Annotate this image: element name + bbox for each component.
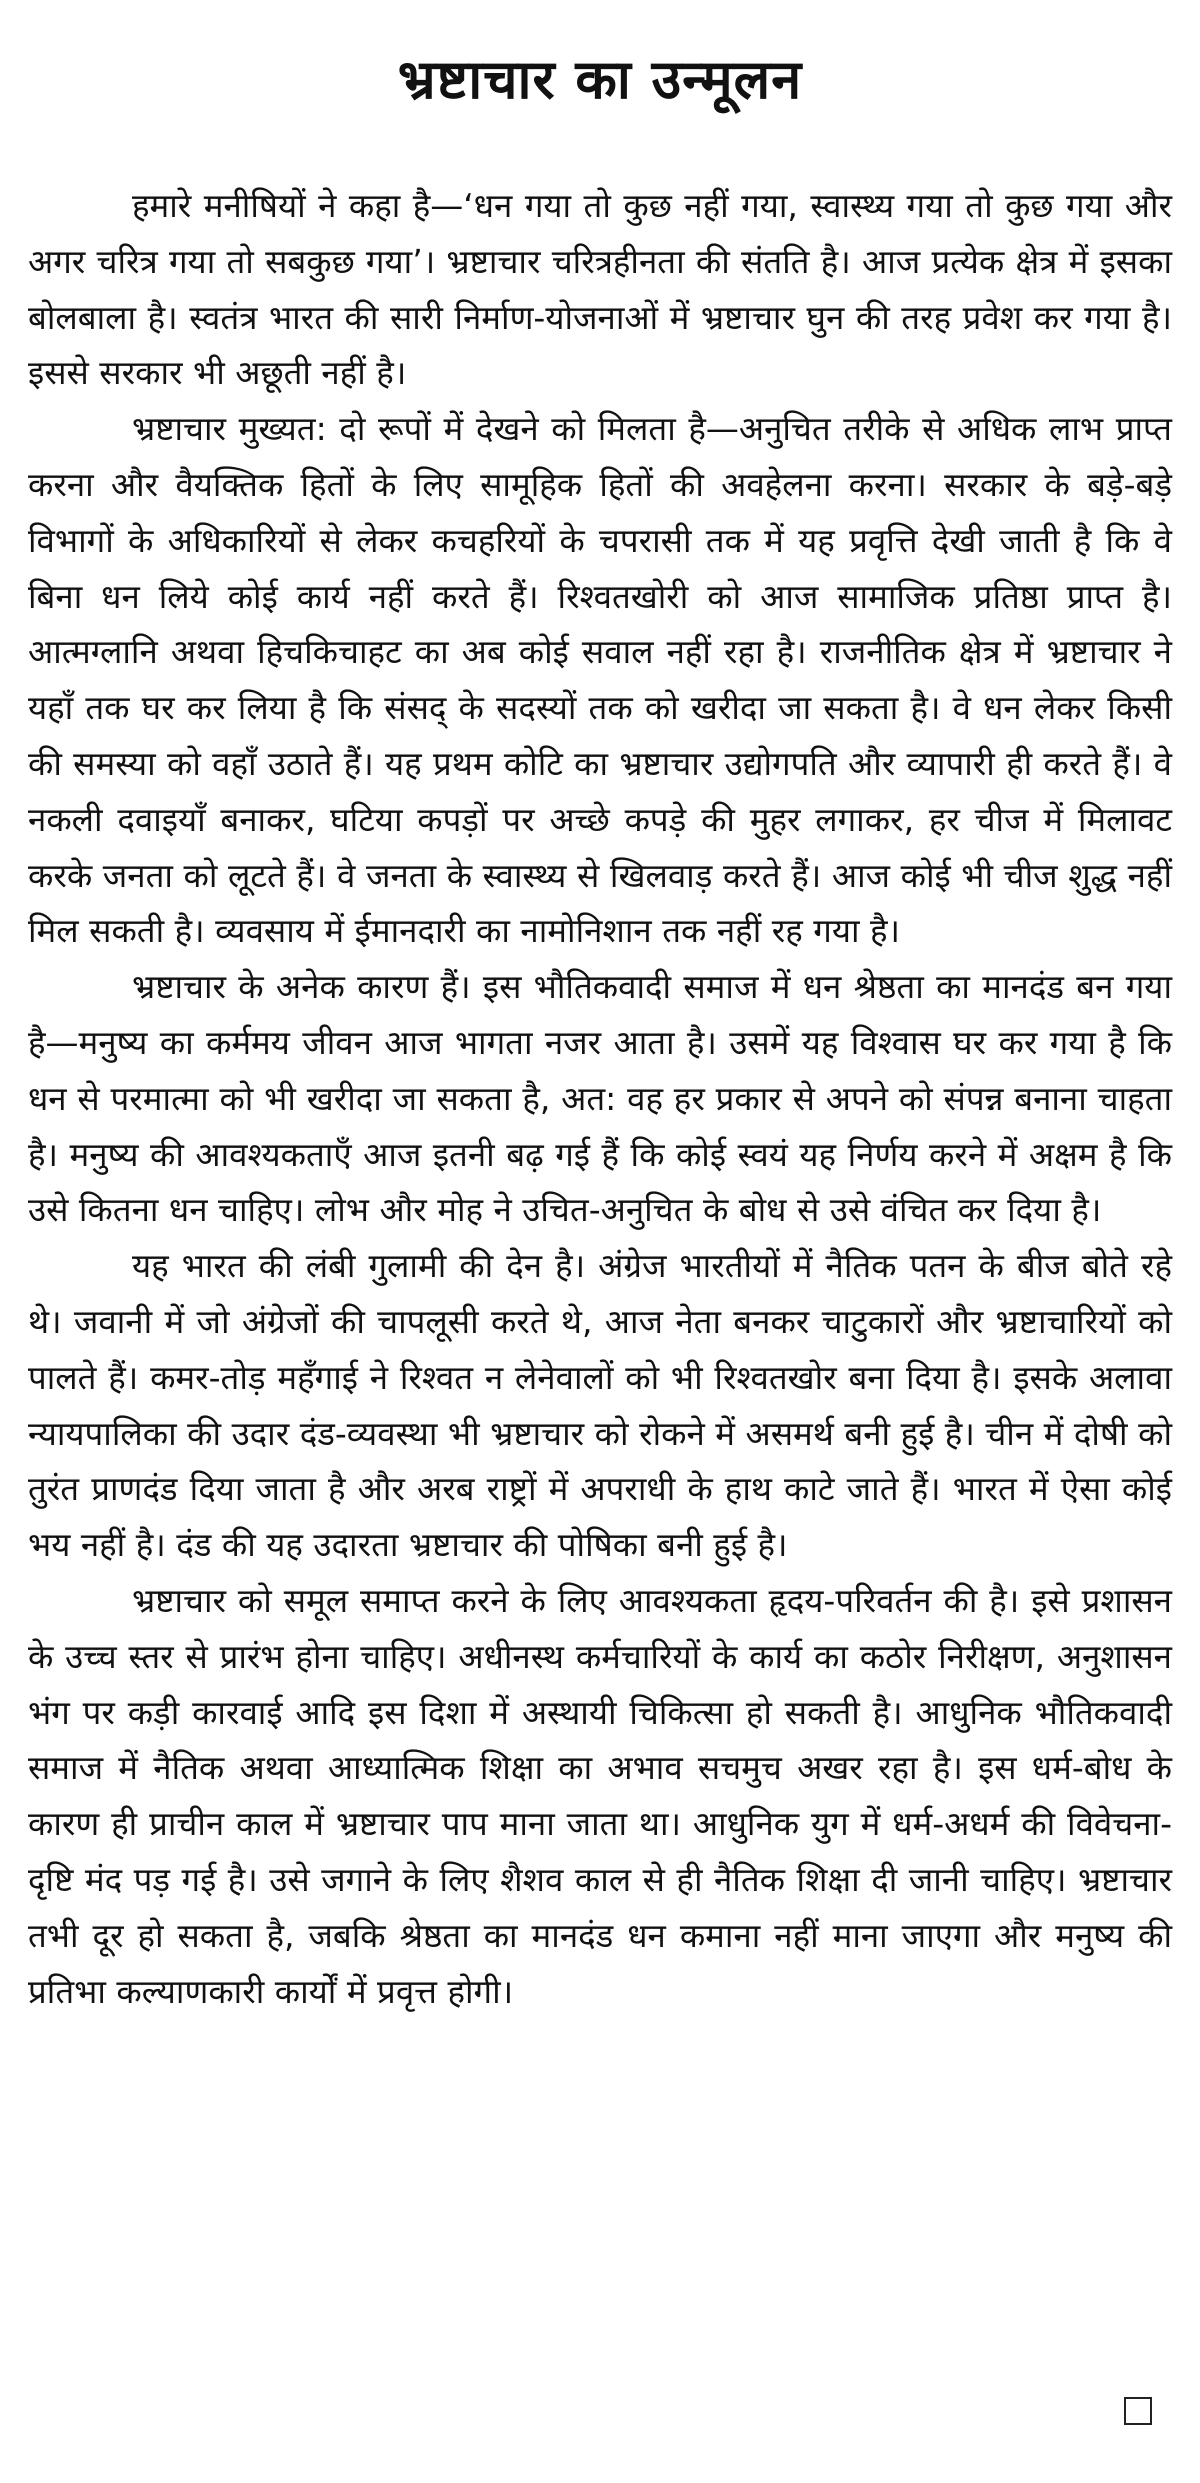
page-title: भ्रष्टाचार का उन्मूलन bbox=[397, 48, 803, 111]
paragraph-1: हमारे मनीषियों ने कहा है—‘धन गया तो कुछ नहीं गया, स्वास्थ्य गया तो कुछ गया और अगर चरित्र गया तो सबकुछ गया’। भ्रष्टाचार चरित्रहीनता की संतति है। आज प्रत्येक क्षेत्र में इसका बोलबाला है। स्वतंत्र भारत की सारी निर्माण-योजनाओं में भ्रष्टाचार घुन की तरह प्रवेश कर गया है। इससे सरकार भी अछूती नहीं है। bbox=[28, 186, 1172, 393]
paragraph-2: भ्रष्टाचार मुख्यत: दो रूपों में देखने को मिलता है—अनुचित तरीके से अधिक लाभ प्राप्त करना और वैयक्तिक हितों के लिए सामूहिक हितों की अवहेलना करना। सरकार के बड़े-बड़े विभागों के अधिकारियों से लेकर कचहरियों के चपरासी तक में यह प्रवृत्ति देखी जाती है कि वे बिना धन लिये कोई कार्य नहीं करते हैं। रिश्वतखोरी को आज सामाजिक प्रतिष्ठा प्राप्त है। आत्मग्लानि अथवा हिचकिचाहट का अब कोई सवाल नहीं रहा है। राजनीतिक क्षेत्र में भ्रष्टाचार ने यहाँ तक घर कर लिया है कि संसद् के सदस्यों तक को खरीदा जा सकता है। वे धन लेकर किसी की समस्या को वहाँ उठाते हैं। यह प्रथम कोटि का भ्रष्टाचार उद्योगपति और व्यापारी ही करते हैं। वे नकली दवाइयाँ बनाकर, घटिया कपड़ों पर अच्छे कपड़े की मुहर लगाकर, हर चीज में मिलावट करके जनता को लूटते हैं। वे जनता के स्वास्थ्य से खिलवाड़ करते हैं। आज कोई भी चीज शुद्ध नहीं मिल सकती है। व्यवसाय में ईमानदारी का नामोनिशान तक नहीं रह गया है। bbox=[28, 409, 1172, 951]
paragraph-4: यह भारत की लंबी गुलामी की देन है। अंग्रेज भारतीयों में नैतिक पतन के बीज बोते रहे थे। जवानी में जो अंग्रेजों की चापलूसी करते थे, आज नेता बनकर चाटुकारों और भ्रष्टाचारियों को पालते हैं। कमर-तोड़ महँगाई ने रिश्वत न लेनेवालों को भी रिश्वतखोर बना दिया है। इसके अलावा न्यायपालिका की उदार दंड-व्यवस्था भी भ्रष्टाचार को रोकने में असमर्थ बनी हुई है। चीन में दोषी को तुरंत प्राणदंड दिया जाता है और अरब राष्ट्रों में अपराधी के हाथ काटे जाते हैं। भारत में ऐसा कोई भय नहीं है। दंड की यह उदारता भ्रष्टाचार की पोषिका बनी हुई है। bbox=[28, 1246, 1172, 1565]
paragraph-5: भ्रष्टाचार को समूल समाप्त करने के लिए आवश्यकता हृदय-परिवर्तन की है। इसे प्रशासन के उच्च स्तर से प्रारंभ होना चाहिए। अधीनस्थ कर्मचारियों के कार्य का कठोर निरीक्षण, अनुशासन भंग पर कड़ी कारवाई आदि इस दिशा में अस्थायी चिकित्सा हो सकती है। आधुनिक भौतिकवादी समाज में नैतिक अथवा आध्यात्मिक शिक्षा का अभाव सचमुच अखर रहा है। इस धर्म-बोध के कारण ही प्राचीन काल में भ्रष्टाचार पाप माना जाता था। आधुनिक युग में धर्म-अधर्म की विवेचना-दृष्टि मंद पड़ गई है। उसे जगाने के लिए शैशव काल से ही नैतिक शिक्षा दी जानी चाहिए। भ्रष्टाचार तभी दूर हो सकता है, जबकि श्रेष्ठता का मानदंड धन कमाना नहीं माना जाएगा और मनुष्य की प्रतिभा कल्याणकारी कार्यों में प्रवृत्त होगी। bbox=[28, 1580, 1172, 2011]
paragraph-3: भ्रष्टाचार के अनेक कारण हैं। इस भौतिकवादी समाज में धन श्रेष्ठता का मानदंड बन गया है—मनुष्य का कर्ममय जीवन आज भागता नजर आता है। उसमें यह विश्वास घर कर गया है कि धन से परमात्मा को भी खरीदा जा सकता है, अत: वह हर प्रकार से अपने को संपन्न बनाना चाहता है। मनुष्य की आवश्यकताएँ आज इतनी बढ़ गई हैं कि कोई स्वयं यह निर्णय करने में अक्षम है कि उसे कितना धन चाहिए। लोभ और मोह ने उचित-अनुचित के बोध से उसे वंचित कर दिया है। bbox=[28, 967, 1172, 1230]
end-square-icon bbox=[1124, 2397, 1152, 2425]
